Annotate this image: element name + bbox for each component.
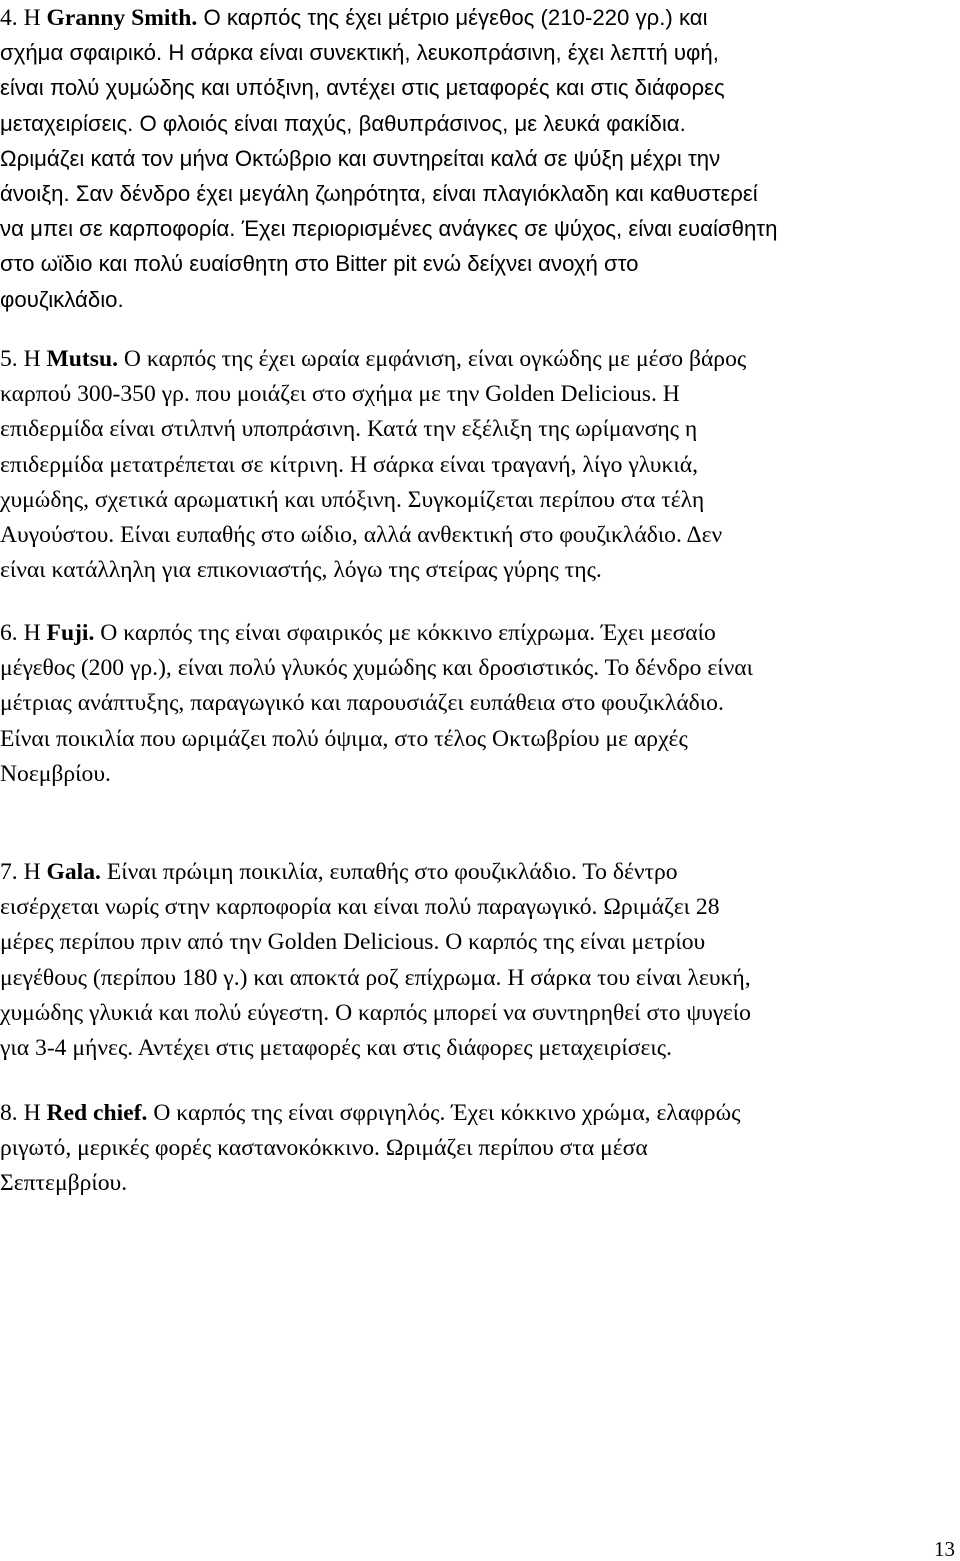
paragraph-line: Σεπτεμβρίου.: [0, 1170, 128, 1197]
variety-name: Granny Smith.: [46, 5, 198, 31]
paragraph-line: μέρες περίπου πριν από την Golden Delicious. Ο καρπός της είναι μετρίου: [0, 929, 706, 956]
paragraph-line: [0, 342, 960, 377]
paragraph-line: για 3-4 μήνες. Αντέχει στις μεταφορές και στις διάφορες μεταχειρίσεις.: [0, 1034, 672, 1061]
paragraph-line: είναι πολύ χυμώδης και υπόξινη, αντέχει στις μεταφορές και στις διάφορες: [0, 75, 725, 101]
paragraph-line: ριγωτό, μερικές φορές καστανοκόκκινο. Ωριμάζει περίπου στα μέσα: [0, 1135, 648, 1162]
paragraph-line: να μπει σε καρποφορία. Έχει περιορισμένες ανάγκες σε ψύχος, είναι ευαίσθητη: [0, 216, 778, 242]
paragraph-line: [0, 616, 960, 651]
description-text: Είναι πρώιμη ποικιλία, ευπαθής στο φουζικλάδιο. Το δέντρο: [100, 859, 678, 885]
paragraph-line: Νοεμβρίου.: [0, 760, 111, 787]
paragraph-line: επιδερμίδα είναι στιλπνή υποπράσινη. Κατά την εξέλιξη της ωρίμανσης η: [0, 416, 698, 443]
description-text: Ο καρπός της είναι σφριγηλός. Έχει κόκκινο χρώμα, ελαφρώς: [147, 1100, 741, 1126]
paragraph-line: χυμώδης, σχετικά αρωματική και υπόξινη. Συγκομίζεται περίπου στα τέλη: [0, 486, 705, 513]
variety-name: Fuji.: [46, 620, 95, 646]
item-number: 7. Η: [0, 859, 47, 885]
paragraph-line: μέτριας ανάπτυξης, παραγωγικό και παρουσιάζει ευπάθεια στο φουζικλάδιο.: [0, 690, 724, 717]
paragraph-line: μεταχειρίσεις. Ο φλοιός είναι παχύς, βαθυπράσινος, με λευκά φακίδια.: [0, 110, 686, 136]
page-number: 13: [934, 1537, 955, 1561]
variety-granny-smith: [0, 0, 960, 317]
variety-gala: [0, 855, 960, 1066]
item-number: 6. Η: [0, 620, 47, 646]
paragraph-line: χυμώδης γλυκιά και πολύ εύγεστη. Ο καρπός μπορεί να συντηρηθεί στο ψυγείο: [0, 999, 751, 1026]
paragraph-line: μέγεθος (200 γρ.), είναι πολύ γλυκός χυμώδης και δροσιστικός. Το δένδρο είναι: [0, 655, 753, 682]
description-text: Ο καρπός της έχει ωραία εμφάνιση, είναι ογκώδης με μέσο βάρος: [117, 346, 747, 372]
paragraph-line: μεγέθους (περίπου 180 γ.) και αποκτά ροζ επίχρωμα. Η σάρκα του είναι λευκή,: [0, 964, 751, 991]
item-number: 4. Η: [0, 5, 47, 31]
variety-mutsu: [0, 342, 960, 588]
item-number: 5. Η: [0, 346, 47, 372]
paragraph-line: φουζικλάδιο.: [0, 286, 124, 312]
variety-name: Mutsu.: [46, 346, 118, 372]
variety-name: Red chief.: [46, 1100, 148, 1126]
item-number: 8. Η: [0, 1100, 47, 1126]
paragraph-line: Ωριμάζει κατά τον μήνα Οκτώβριο και συντηρείται καλά σε ψύξη μέχρι την: [0, 145, 721, 171]
paragraph-line: είναι κατάλληλη για επικονιαστής, λόγω της στείρας γύρης της.: [0, 557, 602, 584]
paragraph-line: [0, 0, 960, 35]
description-text: Ο καρπός της είναι σφαιρικός με κόκκινο επίχρωμα. Έχει μεσαίο: [94, 620, 716, 646]
paragraph-line: εισέρχεται νωρίς στην καρποφορία και είναι πολύ παραγωγικό. Ωριμάζει 28: [0, 894, 720, 921]
paragraph-line: [0, 855, 960, 890]
paragraph-line: Είναι ποικιλία που ωριμάζει πολύ όψιμα, στο τέλος Οκτωβρίου με αρχές: [0, 725, 688, 752]
variety-fuji: [0, 616, 960, 792]
paragraph-line: σχήμα σφαιρικό. Η σάρκα είναι συνεκτική, λευκοπράσινη, έχει λεπτή υφή,: [0, 40, 719, 66]
paragraph-line: στο ωϊδιο και πολύ ευαίσθητη στο Bitter pit ενώ δείχνει ανοχή στο: [0, 251, 639, 277]
paragraph-line: [0, 1096, 960, 1131]
paragraph-line: Αυγούστου. Είναι ευπαθής στο ωίδιο, αλλά ανθεκτική στο φουζικλάδιο. Δεν: [0, 521, 723, 548]
variety-red-chief: [0, 1096, 960, 1202]
paragraph-line: επιδερμίδα μετατρέπεται σε κίτρινη. Η σάρκα είναι τραγανή, λίγο γλυκιά,: [0, 451, 698, 478]
paragraph-line: καρπού 300-350 γρ. που μοιάζει στο σχήμα με την Golden Delicious. Η: [0, 381, 680, 408]
variety-name: Gala.: [46, 859, 101, 885]
paragraph-line: άνοιξη. Σαν δένδρο έχει μεγάλη ζωηρότητα, είναι πλαγιόκλαδη και καθυστερεί: [0, 180, 758, 206]
description-text: Ο καρπός της έχει μέτριο μέγεθος (210-220 γρ.) και: [197, 5, 708, 30]
